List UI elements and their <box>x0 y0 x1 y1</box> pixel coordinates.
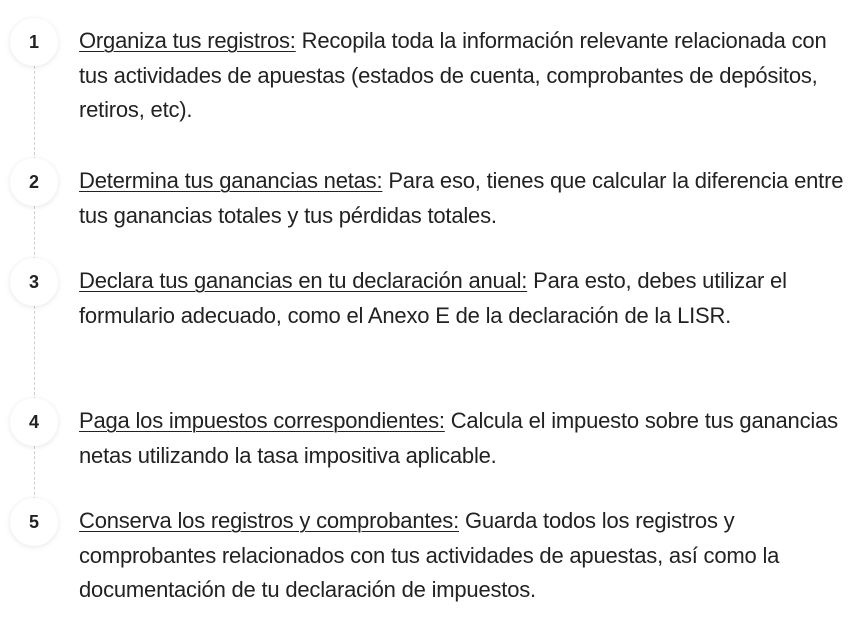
step-number-badge: 5 <box>10 498 58 546</box>
step-title: Organiza tus registros: <box>79 28 296 53</box>
step-text <box>79 164 851 233</box>
step-body: Para esto, debes utilizar el formulario adecuado, como el Anexo E de la declaración de la LISR. <box>79 268 787 328</box>
step-body: Guarda todos los registros y comprobantes relacionados con tus actividades de apuestas, así como la documentación de tu declaración de impuestos. <box>79 508 780 602</box>
step-text <box>79 404 851 473</box>
step-title: Determina tus ganancias netas: <box>79 168 383 193</box>
step-connector <box>34 306 35 400</box>
step-body: Calcula el impuesto sobre tus ganancias netas utilizando la tasa impositiva aplicable. <box>79 408 838 468</box>
step-body: Recopila toda la información relevante relacionada con tus actividades de apuestas (estados de cuenta, comprobantes de depósitos, retiros, etc). <box>79 28 827 122</box>
step-connector <box>34 446 35 500</box>
step-text <box>79 264 851 333</box>
step-number-badge: 4 <box>10 398 58 446</box>
step-connector <box>34 66 35 160</box>
step-connector <box>34 206 35 260</box>
step-number-badge: 1 <box>10 18 58 66</box>
step-text <box>79 24 851 128</box>
step-title: Conserva los registros y comprobantes: <box>79 508 460 533</box>
step-text <box>79 504 851 608</box>
step-title: Paga los impuestos correspondientes: <box>79 408 445 433</box>
step-body: Para eso, tienes que calcular la diferencia entre tus ganancias totales y tus pérdidas totales. <box>79 168 844 228</box>
step-title: Declara tus ganancias en tu declaración anual: <box>79 268 528 293</box>
step-number-badge: 3 <box>10 258 58 306</box>
step-number-badge: 2 <box>10 158 58 206</box>
